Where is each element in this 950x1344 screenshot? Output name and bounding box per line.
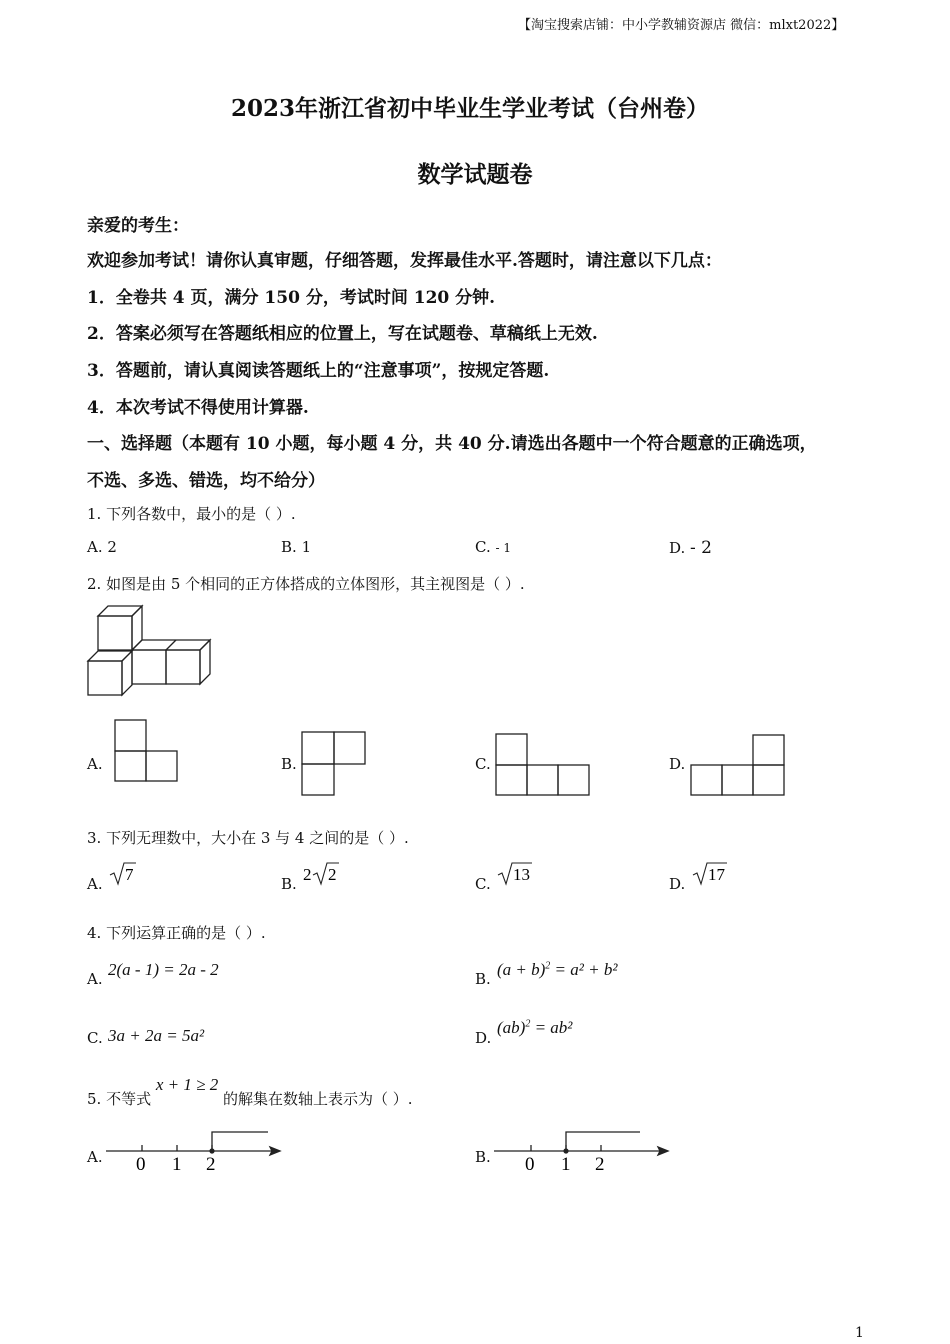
greeting: 亲爱的考生： xyxy=(87,216,189,236)
q5-stem-post: 的解集在数轴上表示为（ ）. xyxy=(223,1090,413,1108)
tick-label-0: 0 xyxy=(136,1154,146,1175)
note-1: 1．全卷共 4 页，满分 150 分，考试时间 120 分钟. xyxy=(87,288,496,308)
q5-stem xyxy=(87,1075,413,1109)
q1-option-a: A. 2 xyxy=(87,538,117,556)
q2-option-c-figure xyxy=(495,733,591,796)
q4-option-d-base: (ab) xyxy=(497,1018,526,1037)
q4-option-a-expr: 2(a - 1) = 2a - 2 xyxy=(108,960,219,979)
radicand: 17 xyxy=(708,865,725,884)
q3-option-c-sqrt xyxy=(496,860,534,888)
welcome-text: 欢迎参加考试！请你认真审题，仔细答题，发挥最佳水平.答题时，请注意以下几点： xyxy=(87,251,722,271)
q1-option-d: D. - 2 xyxy=(669,538,712,558)
q4-option-a-label: A. xyxy=(87,970,103,988)
q4-option-d-label: D. xyxy=(475,1029,492,1047)
q3-option-b-label: B. xyxy=(281,875,297,893)
solid-point xyxy=(563,1148,568,1153)
page-subtitle: 数学试题卷 xyxy=(417,161,533,188)
q3-option-b-sqrt xyxy=(302,860,342,888)
q2-option-d-label: D. xyxy=(669,755,686,773)
q2-stem: 2. 如图是由 5 个相同的正方体搭成的立体图形，其主视图是（ ）. xyxy=(87,575,525,593)
q3-option-d-sqrt xyxy=(691,860,729,888)
q5-option-a-label: A. xyxy=(87,1148,103,1166)
q5-option-b-number-line xyxy=(488,1124,673,1179)
axis-arrow xyxy=(270,1147,280,1155)
q3-option-c-label: C. xyxy=(475,875,491,893)
coefficient: 2 xyxy=(303,865,312,884)
q5-inequality: x + 1 ≥ 2 xyxy=(155,1075,219,1094)
q2-option-a-label: A. xyxy=(87,755,103,773)
q4-option-b-expr xyxy=(497,960,617,980)
q2-solid-figure xyxy=(86,604,212,696)
radicand: 2 xyxy=(328,865,337,884)
tick-label-2: 2 xyxy=(206,1154,216,1175)
solid-point xyxy=(209,1148,214,1153)
page-number: 1 xyxy=(855,1325,864,1341)
note-3: 3．答题前，请认真阅读答题纸上的“注意事项”，按规定答题. xyxy=(87,361,550,381)
note-2: 2．答案必须写在答题纸相应的位置上，写在试题卷、草稿纸上无效. xyxy=(87,324,598,344)
tick-label-0: 0 xyxy=(525,1154,535,1175)
radicand: 13 xyxy=(513,865,530,884)
q4-option-c-expr: 3a + 2a = 5a² xyxy=(108,1026,205,1045)
q5-stem-pre: 5. 不等式 xyxy=(87,1090,152,1108)
q2-option-a-figure xyxy=(114,719,178,782)
q5-option-b-label: B. xyxy=(475,1148,491,1166)
q2-option-b-figure xyxy=(301,731,366,796)
q2-option-b-label: B. xyxy=(281,755,297,773)
q5-option-a-number-line xyxy=(100,1124,285,1179)
q4-option-d-expr xyxy=(497,1018,572,1038)
page-title: 2023年浙江省初中毕业生学业考试（台州卷） xyxy=(230,95,709,122)
q4-option-b-label: B. xyxy=(475,970,491,988)
solution-bracket xyxy=(566,1132,640,1151)
q1-stem: 1. 下列各数中，最小的是（ ）. xyxy=(87,505,296,523)
section-heading-line-2: 不选、多选、错选，均不给分） xyxy=(87,471,325,491)
q2-option-c-label: C. xyxy=(475,755,491,773)
note-4: 4．本次考试不得使用计算器. xyxy=(87,398,309,418)
q3-option-a-label: A. xyxy=(87,875,103,893)
solution-bracket xyxy=(212,1132,268,1151)
q3-option-a-sqrt xyxy=(108,860,138,888)
q4-option-b-rhs: = a² + b² xyxy=(554,960,618,979)
q1-option-c: C. - 1 xyxy=(475,538,511,556)
header-note: 【淘宝搜索店铺：中小学教辅资源店 微信：mlxt2022】 xyxy=(518,18,845,33)
q4-option-d-exp: 2 xyxy=(525,1018,531,1030)
q3-stem: 3. 下列无理数中，大小在 3 与 4 之间的是（ ）. xyxy=(87,829,409,847)
q4-stem: 4. 下列运算正确的是（ ）. xyxy=(87,924,266,942)
tick-label-1: 1 xyxy=(561,1154,571,1175)
radicand: 7 xyxy=(125,865,134,884)
q2-option-d-figure xyxy=(690,734,785,796)
q4-option-b-exp: 2 xyxy=(545,960,551,972)
section-heading-line-1: 一、选择题（本题有 10 小题，每小题 4 分，共 40 分.请选出各题中一个符合题意的正确选项， xyxy=(87,434,817,454)
q4-option-b-base: (a + b) xyxy=(497,960,546,979)
q4-option-c-label: C. xyxy=(87,1029,103,1047)
tick-label-2: 2 xyxy=(595,1154,605,1175)
tick-label-1: 1 xyxy=(172,1154,182,1175)
axis-arrow xyxy=(658,1147,668,1155)
q3-option-d-label: D. xyxy=(669,875,686,893)
q1-option-b: B. 1 xyxy=(281,538,312,556)
q4-option-d-rhs: = ab² xyxy=(534,1018,573,1037)
